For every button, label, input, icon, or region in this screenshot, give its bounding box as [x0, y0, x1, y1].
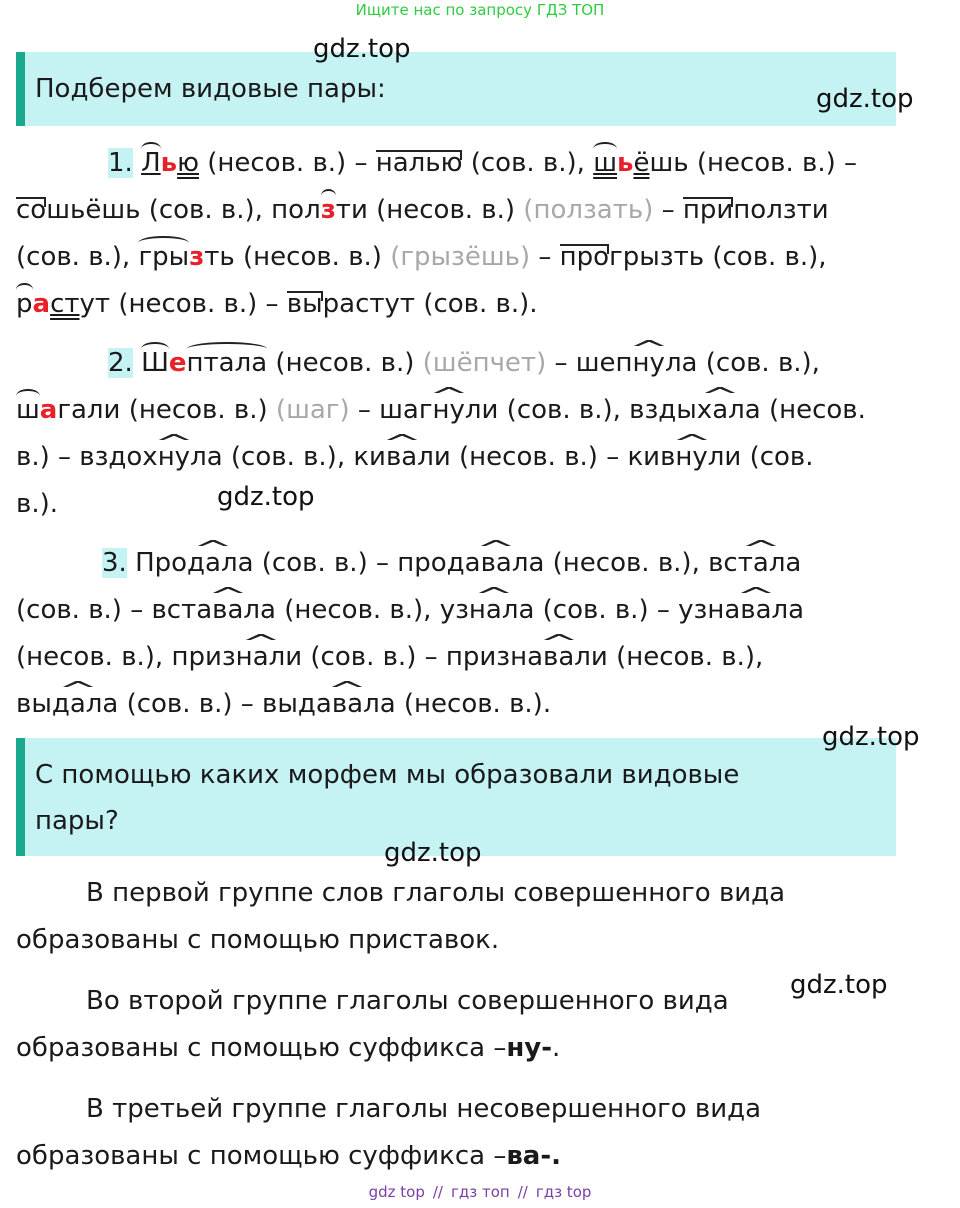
word-part: ш: [16, 395, 40, 425]
word-part: гры: [138, 242, 190, 272]
section-heading-pairs: [16, 52, 896, 126]
suffix: ^ ну: [633, 348, 665, 378]
word-part: ст: [50, 289, 80, 319]
answer-text: В третьей группе глаголы несовершенного вида образованы с помощью суффикса –: [16, 1094, 762, 1171]
suffix: ^ ну: [675, 442, 707, 472]
text: –: [653, 195, 683, 225]
word-part: ё: [633, 148, 650, 178]
text: Прод: [135, 548, 206, 578]
suffix: ^ ну: [158, 442, 190, 472]
watermark: gdz.top: [822, 722, 920, 752]
text: ут (несов. в.) –: [79, 289, 287, 319]
suffix: ^ ва: [212, 595, 243, 625]
text: ла (несов.: [728, 395, 866, 425]
word-part: птала: [186, 348, 268, 378]
check-word: (шёпчет): [422, 348, 547, 378]
text: (сов. в.) – вста: [16, 595, 213, 625]
highlight-letter: а: [39, 395, 58, 425]
text: – шаг: [349, 395, 433, 425]
text: ли (сов. в.) – призна: [268, 642, 544, 672]
suffix: ^ а: [205, 548, 221, 578]
text: ла (несов. в.).: [363, 689, 552, 719]
prefix: при: [682, 195, 734, 225]
highlight-letter: ь: [160, 148, 178, 178]
footer-link[interactable]: гдз топ: [450, 1183, 510, 1201]
footer-link[interactable]: gdz top: [368, 1183, 425, 1201]
text: –: [530, 242, 560, 272]
text: в.).: [16, 489, 58, 519]
exercise-group-2: [16, 340, 916, 528]
prefix: про: [559, 242, 610, 272]
highlight-letter: з: [189, 242, 205, 272]
prefix: вы: [286, 289, 323, 319]
word-part: гали: [57, 395, 121, 425]
text: ла (сов. в.),: [664, 348, 820, 378]
suffix: ^ ва: [543, 642, 574, 672]
exercise-group-3: [16, 540, 916, 728]
watermark: gdz.top: [816, 84, 914, 114]
suffix: ^ а: [753, 548, 769, 578]
word-part: шь: [649, 148, 689, 178]
group-number: 2.: [108, 348, 133, 378]
suffix: ^ ва: [481, 548, 512, 578]
exercise-group-1: [16, 140, 916, 328]
word-part: грызть (сов. в.),: [609, 242, 827, 272]
answer-paragraph-1: [16, 870, 846, 964]
highlight-letter: е: [168, 348, 187, 378]
text: ла (сов. в.) – прода: [220, 548, 481, 578]
highlight-letter: а: [32, 289, 51, 319]
text: ла (сов. в.), ки: [190, 442, 386, 472]
top-banner[interactable]: Ищите нас по запросу ГДЗ ТОП: [355, 1, 605, 19]
suffix: ^ а: [486, 595, 502, 625]
word-part: р: [16, 289, 33, 319]
answer-text: В первой группе слов глаголы совершенного вида образованы с помощью приставок.: [16, 878, 786, 955]
text: (несов. в.): [120, 395, 276, 425]
watermark: gdz.top: [217, 482, 315, 512]
word-part: ю: [177, 148, 199, 178]
group-number: 1.: [108, 148, 133, 178]
word-part: ш: [593, 148, 617, 178]
text: (сов. в.), пол: [140, 195, 321, 225]
footer-link[interactable]: гдз top: [535, 1183, 592, 1201]
footer: [0, 1183, 960, 1201]
suffix: ^ а: [712, 395, 728, 425]
text: (несов. в.), призн: [16, 642, 253, 672]
text: в.) – вздох: [16, 442, 158, 472]
highlight-letter: з: [320, 195, 336, 225]
word-part: шьёшь: [46, 195, 141, 225]
text: ла (сов. в.) – узна: [501, 595, 741, 625]
suffix-bold: ва-.: [506, 1141, 562, 1171]
highlight-letter: ь: [617, 148, 634, 178]
watermark: gdz.top: [384, 838, 482, 868]
text: ли (сов.: [707, 442, 814, 472]
text: ла (сов. в.) – выда: [85, 689, 332, 719]
text: ла (несов. в.), вст: [511, 548, 753, 578]
watermark: gdz.top: [313, 34, 411, 64]
text: ла (несов. в.), узн: [243, 595, 486, 625]
text: ти (несов. в.): [335, 195, 524, 225]
text: (сов. в.),: [16, 242, 139, 272]
footer-separator: //: [517, 1183, 528, 1201]
text: ли (несов. в.) – ки: [417, 442, 661, 472]
check-word: (ползать): [523, 195, 654, 225]
text: ла: [771, 595, 805, 625]
text: .: [552, 1033, 561, 1063]
footer-separator: //: [432, 1183, 443, 1201]
suffix: ^ ва: [386, 442, 417, 472]
word-part: Ш: [141, 348, 169, 378]
text: в: [660, 442, 676, 472]
text: (несов. в.) –: [198, 148, 376, 178]
text: выд: [16, 689, 70, 719]
text: (несов. в.): [267, 348, 423, 378]
text: ли (несов. в.),: [574, 642, 764, 672]
check-word: (шаг): [275, 395, 350, 425]
text: (несов. в.) –: [688, 148, 858, 178]
suffix: ^ ва: [740, 595, 771, 625]
suffix: ^ ну: [433, 395, 465, 425]
suffix: ^ ва: [332, 689, 363, 719]
answer-text: Во второй группе глаголы совершенного вида образованы с помощью суффикса –: [16, 986, 729, 1063]
word-part: Л: [141, 148, 161, 178]
check-word: (грызёшь): [390, 242, 531, 272]
text: – шеп: [546, 348, 633, 378]
text: ла: [768, 548, 802, 578]
answer-paragraph-2: [16, 978, 796, 1072]
suffix-bold: ну-: [506, 1033, 553, 1063]
answer-paragraph-3: [16, 1086, 816, 1180]
text: растут (сов. в.).: [322, 289, 538, 319]
text: ли (сов. в.), вздых: [464, 395, 713, 425]
group-number: 3.: [102, 548, 127, 578]
word-part: ползти: [733, 195, 829, 225]
suffix: ^ а: [253, 642, 269, 672]
word: налью: [375, 148, 463, 178]
suffix: ^ а: [70, 689, 86, 719]
prefix: со: [16, 195, 47, 225]
section-heading-text: С помощью каких морфем мы образовали видовые пары?: [35, 760, 740, 836]
watermark: gdz.top: [790, 970, 888, 1000]
section-heading-text: Подберем видовые пары:: [35, 74, 386, 104]
text: (сов. в.),: [462, 148, 594, 178]
text: ть (несов. в.): [204, 242, 391, 272]
